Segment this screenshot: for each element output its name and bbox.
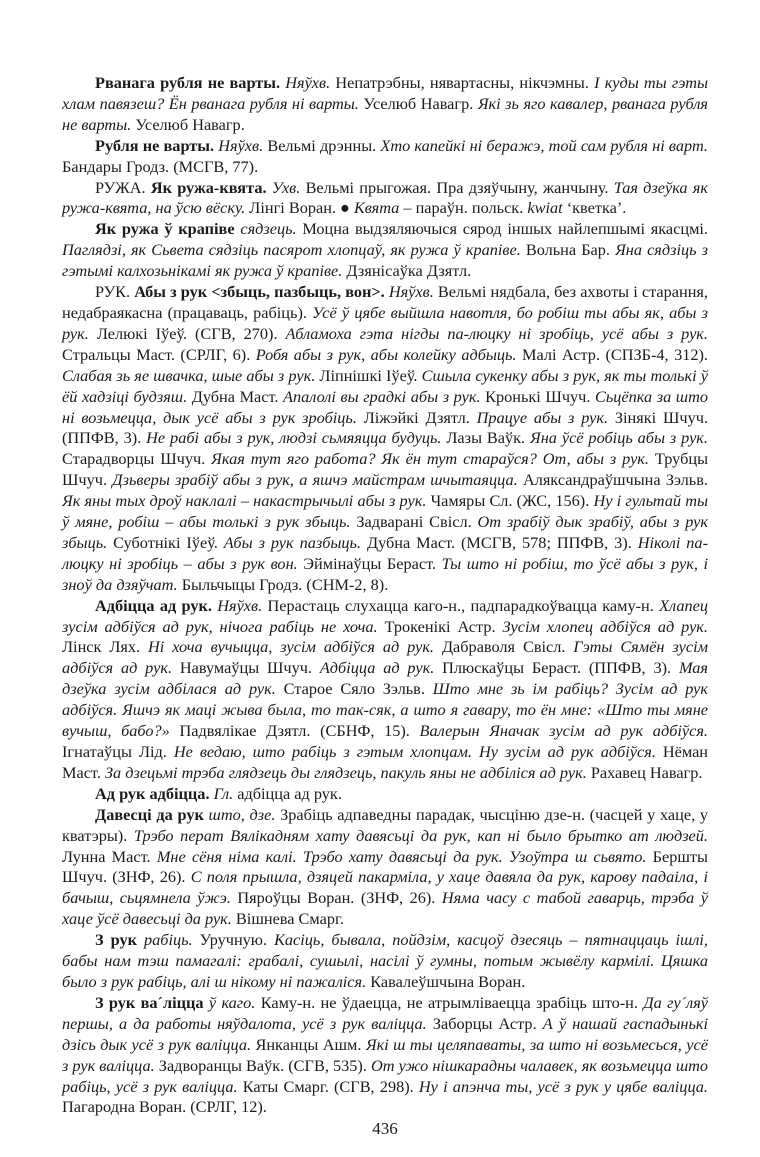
text-run: Кавалеўшчына Воран. — [366, 971, 526, 991]
paragraph — [62, 282, 708, 596]
text-run: Абы з рук пазбыць. — [223, 532, 362, 552]
text-run: С поля прышла, дзяцей пакарміла, у хаце давяла да рук, карову падаіла, і бачыш, сьцямнела ўжэ. — [62, 867, 708, 908]
text-run: Ну і апэнча ты, усё з рук у цябе валіцца. — [418, 1076, 708, 1096]
text-run: ў каго. — [203, 992, 256, 1012]
text-run: Зрабіць адпаведны парадак, чысціню дзе-н. (часцей у хаце, у кватэры). — [62, 804, 708, 845]
text-run: што, дзе. — [203, 804, 276, 824]
text-run: kwiat — [527, 198, 563, 218]
text-run: Дубна Маст. (МСГВ, 578; ППФВ, 3). — [361, 532, 638, 552]
text-run: Ні хоча вучыцца, зусім адбіўся ад рук. — [148, 637, 435, 657]
text-run: Кронькі Шчуч. — [480, 386, 596, 406]
text-run: Вішнева Смарг. — [231, 909, 344, 929]
text-run: Слабая зь яе швачка, шые абы з рук. — [62, 365, 316, 385]
text-run: Уселюб Навагр. — [358, 93, 478, 113]
text-run: Сьцёпка за што ні возьмецца, дык усё абы з рук зробіць. — [62, 386, 708, 427]
text-run: Моцна выдзяляючыся сярод іншых найлепшымі якасцмі. — [296, 219, 708, 239]
text-run: Ігнатаўцы Лід. — [62, 742, 174, 761]
text-run: Якая тут яго работа? Як ён тут стараўся? От, абы з рук. — [211, 449, 649, 469]
text-run: Зінякі Шчуч. (ППФВ, 3). — [62, 407, 708, 448]
text-run: Які ш ты целяпаваты, за што ні возьмесься, усё з рук валіцца. — [62, 1034, 708, 1075]
text-run: Гл. — [209, 783, 234, 803]
text-run: З рук ва´ліцца — [95, 992, 204, 1012]
paragraph — [62, 805, 708, 930]
text-run: РУК. — [95, 282, 135, 302]
text-run: Паглядзі, як Сьвета сядзіць пасярот хлопцаў, як ружа ў крапіве. — [62, 240, 521, 260]
text-run: Давесці да рук — [95, 804, 204, 824]
text-run: Вельмі дрэнны. — [263, 135, 381, 155]
text-run: Дзьверы зрабіў абы з рук, а яшчэ майстрам шчытаяцца. — [112, 470, 518, 490]
text-run: Ты што ні робіш, то ўсё абы з рук, і зноў да дзяўчат. — [62, 553, 708, 594]
text-run: Сшыла сукенку абы з рук, як ты толькі ў ёй хадзіці будзяш. — [62, 365, 708, 406]
text-run: Непатрэбны, нявартасны, нікчэмны. — [330, 73, 595, 92]
text-run: Навумаўцы Шчуч. — [172, 658, 320, 678]
text-run: Яна ўсё робіць абы з рук. — [530, 428, 708, 448]
paragraph — [62, 596, 708, 784]
text-run: сядзець. — [234, 219, 297, 239]
text-run: Нёман Маст. — [62, 742, 709, 782]
page-number: 436 — [372, 1119, 398, 1139]
text-run: От зрабіў дык зрабіў, абы з рук збыць. — [62, 512, 708, 552]
text-run: Вольна Бар. — [520, 240, 616, 260]
text-run: адбіцца ад рук. — [233, 783, 342, 803]
paragraph — [62, 178, 708, 220]
text-run: Як ружа ў крапіве — [95, 219, 235, 239]
text-run: Лунна Маст. — [62, 846, 157, 866]
text-run: ‘кветка’. — [562, 198, 627, 218]
text-run: Лінск Лях. — [62, 637, 149, 657]
text-run: Перастаць слухацца каго-н., падпарадкоўвацца каму-н. — [262, 595, 660, 615]
paragraphs-container — [62, 73, 708, 1118]
text-run: Як яны тых дроў наклалі – накастрычылі абы з рук. — [62, 491, 427, 511]
page-text — [62, 73, 708, 1140]
text-run: Суботнікі Іўеў. — [107, 532, 224, 552]
text-run: Дабраволя Свісл. — [434, 637, 574, 657]
text-run: Аляксандраўшчына Зэльв. — [517, 470, 708, 490]
text-run: Трэбо перат Вялікадням хату давясьці да рук, кап ні было брытко ат людзей. — [133, 825, 708, 845]
text-run: Старадворцы Шчуч. — [62, 449, 212, 469]
paragraph — [62, 784, 708, 805]
text-run: Як ружа-квята. — [150, 177, 267, 197]
text-run: От ужо нішкарадны чалавек, як возьмецца што рабіць, усё з рук валіцца. — [62, 1055, 709, 1096]
text-run: Рубля не варты. — [95, 135, 215, 155]
text-run: Уселюб Навагр. — [131, 114, 245, 134]
paragraph — [62, 73, 708, 136]
text-run: Бандары Гродз. (МСГВ, 77). — [62, 156, 259, 176]
text-run: Адбіцца ад рук. — [95, 595, 212, 615]
text-run: Абы з рук <збыць, пазбыць, вон>. — [134, 282, 385, 302]
text-run: Адбіцца ад рук. — [319, 658, 435, 678]
text-run: Лінгі Воран. ● — [245, 198, 354, 218]
text-run: Старое Сяло Зэльв. — [275, 679, 433, 699]
text-run: Няўхв. — [214, 135, 264, 155]
text-run: Валерын Яначак зусім ад рук адбіўся. — [419, 721, 708, 741]
text-run: Хто капейкі ні беражэ, той сам рубля ні варт. — [380, 135, 708, 155]
text-run: Каты Смарг. (СГВ, 298). — [237, 1076, 419, 1096]
text-run: рабіць. — [136, 930, 193, 950]
text-run: Працуе абы з рук. — [476, 407, 609, 427]
text-run: Чамяры Сл. (ЖС, 156). — [426, 491, 594, 511]
text-run: Касіць, бывала, пойдзім, касцоў дзесяць – пятнаццаць ішлі, бабы нам тэш памагалі: грабалі, сушылі, насілі ў гумны, потым жывёлу кармілі. Цяшка было з рук рабіць, алі ш нікому ні пажаліся. — [62, 930, 708, 991]
paragraph — [62, 136, 708, 178]
text-run: Няма часу с табой гаварць, трэба ў хаце ўсё давесьці да рук. — [62, 888, 708, 929]
text-run: Ухв. — [266, 177, 301, 197]
text-run: І куды ты гэты хлам павязеш? Ён рванага рубля ні варты. — [62, 73, 708, 113]
text-run: За дзецьмі трэба глядзець ды глядзець, пакуль яны не адбіліся ад рук. — [104, 762, 587, 782]
text-run: Лелюкі Іўеў. (СГВ, 270). — [88, 323, 286, 343]
text-run: Ад рук адбіцца. — [95, 783, 210, 803]
paragraph — [62, 930, 708, 993]
text-run: Плюскаўцы Бераст. (ППФВ, 3). — [434, 658, 679, 678]
text-run: Зусім хлопец адбіўся ад рук. — [502, 616, 708, 636]
text-run: Бершты Шчуч. (ЗНФ, 26). — [62, 846, 708, 887]
text-run: Лазы Ваўк. — [441, 428, 531, 448]
text-run: Рахавец Навагр. — [586, 762, 703, 782]
paragraph — [62, 993, 708, 1118]
text-run: – параўн. польск. — [399, 198, 528, 218]
text-run: Янканцы Ашм. — [251, 1034, 366, 1054]
text-run: Заборцы Астр. — [426, 1013, 543, 1033]
text-run: Апалолі вы градкі абы з рук. — [283, 386, 481, 406]
text-run: Квята — [353, 198, 400, 218]
text-run: Рванага рубля не варты. — [95, 73, 281, 92]
text-run: Трубцы Шчуч. — [62, 449, 709, 490]
text-run: Уручную. — [192, 930, 275, 950]
text-run: А ў нашай гаспадынькі дзісь дык усё з рук валіцца. — [62, 1013, 709, 1054]
text-run: Не ведаю, што рабіць з гэтым хлопцам. Ну зусім ад рук адбіўся. — [173, 742, 656, 761]
text-run: РУЖА. — [95, 177, 151, 197]
text-run: Задварані Свісл. — [350, 512, 478, 532]
text-run: Падвялікае Дзятл. (СБНФ, 15). — [169, 721, 420, 741]
paragraph — [62, 219, 708, 282]
text-run: З рук — [95, 930, 137, 950]
text-run: Эймінаўцы Бераст. — [297, 553, 442, 573]
text-run: Які зь яго кавалер, рванага рубля не варты. — [62, 93, 709, 134]
text-run: Малі Астр. (СПЗБ-4, 312). — [516, 344, 708, 364]
text-run: Няўхв. — [211, 595, 263, 615]
text-run: Ліжэйкі Дзятл. — [356, 407, 477, 427]
text-run: Мая дзеўка зусім адбілася ад рук. — [62, 658, 708, 699]
text-run: Што мне зь ім рабіць? Зусім ад рук адбіўся. Яшчэ як маці жыва была, то так-сяк, а што я гавару, то ён мне: «Што ты мяне вучыш, бабо?» — [62, 679, 708, 741]
text-run: Пагародна Воран. (СРЛГ, 12). — [62, 1097, 267, 1117]
text-run: Не рабі абы з рук, людзі сьмяяцца будуць. — [146, 428, 442, 448]
text-run: Дзянісаўка Дзятл. — [342, 261, 472, 281]
text-run: Гэты Сямён зусім адбіўся ад рук. — [62, 637, 708, 678]
text-run: Вельмі прыгожая. Пра дзяўчыну, жанчыну. — [300, 177, 614, 197]
text-run: Няўхв. — [384, 282, 434, 302]
text-run: Робя абы з рук, абы колейку адбыць. — [255, 344, 517, 364]
text-run: Тая дзеўка як ружа-квята, на ўсю вёску. — [62, 177, 708, 218]
text-run: Хлапец зусім адбіўся ад рук, нічога рабіць не хоча. — [62, 595, 709, 636]
text-run: Пяроўцы Воран. (ЗНФ, 26). — [230, 888, 442, 908]
text-run: Быльчыцы Гродз. (СНМ-2, 8). — [177, 574, 389, 594]
text-run: Да гу´ляў першы, а да работы няўдалота, усё з рук валіцца. — [62, 992, 709, 1033]
text-run: Абламоха гэта нігды па-люцку ні зробіць, усё абы з рук. — [285, 323, 708, 343]
text-run: Трокенікі Астр. — [377, 616, 503, 636]
text-run: Няўхв. — [280, 73, 331, 92]
text-run: Ну і гультай ты ў мяне, робіш – абы толькі з рук збыць. — [62, 491, 708, 532]
text-run: Вельмі нядбала, без ахвоты і старання, недабраякасна (працаваць, рабіць). — [62, 282, 708, 322]
text-run: Ніколі па-люцку ні зробіць – абы з рук вон. — [62, 532, 708, 573]
text-run: Задворанцы Ваўк. (СГВ, 535). — [154, 1055, 371, 1075]
text-run: Дубна Маст. — [187, 386, 284, 406]
text-run: Мне сёня німа калі. Трэбо хату давясьці да рук. Узоўтра ш сьвято. — [156, 846, 647, 866]
text-run: Каму-н. не ўдаецца, не атрымліваецца зрабіць што-н. — [255, 992, 644, 1012]
text-run: Стральцы Маст. (СРЛГ, 6). — [62, 344, 256, 364]
text-run: Ліпнішкі Іўеў. — [315, 365, 422, 385]
text-run: Яна сядзіць з гэтымі калхозьнікамі як ружа ў крапіве. — [62, 240, 708, 281]
text-run: Усё ў цябе выйшла навотля, бо робіш ты абы як, абы з рук. — [62, 302, 708, 343]
